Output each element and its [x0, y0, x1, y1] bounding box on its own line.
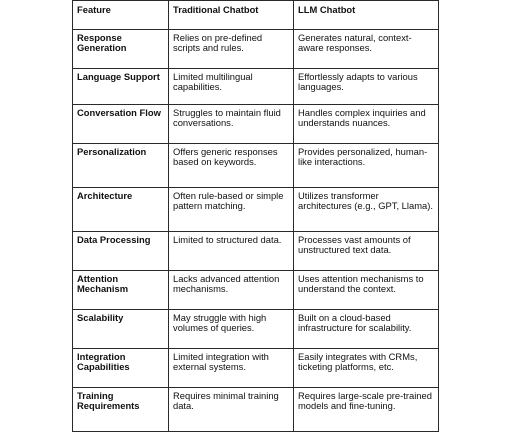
feature-cell: Response Generation	[73, 30, 169, 69]
table-row	[73, 30, 439, 69]
feature-cell: Training Requirements	[73, 388, 169, 432]
llm-cell: Requires large-scale pre-trained models and fine-tuning.	[294, 388, 439, 432]
traditional-cell: Limited to structured data.	[169, 232, 294, 271]
table-header-row	[73, 1, 439, 30]
table-row	[73, 69, 439, 105]
traditional-cell: Often rule-based or simple pattern matching.	[169, 188, 294, 232]
table-row	[73, 271, 439, 310]
llm-cell: Uses attention mechanisms to understand the context.	[294, 271, 439, 310]
traditional-cell: Lacks advanced attention mechanisms.	[169, 271, 294, 310]
table-row	[73, 388, 439, 432]
table-row	[73, 310, 439, 349]
llm-cell: Utilizes transformer architectures (e.g., GPT, Llama).	[294, 188, 439, 232]
llm-cell: Generates natural, context-aware responses.	[294, 30, 439, 69]
feature-cell: Architecture	[73, 188, 169, 232]
feature-cell: Integration Capabilities	[73, 349, 169, 388]
feature-cell: Attention Mechanism	[73, 271, 169, 310]
header-feature: Feature	[73, 1, 169, 30]
table-row	[73, 144, 439, 188]
header-llm-chatbot: LLM Chatbot	[294, 1, 439, 30]
table-row	[73, 105, 439, 144]
header-traditional-chatbot: Traditional Chatbot	[169, 1, 294, 30]
traditional-cell: Requires minimal training data.	[169, 388, 294, 432]
comparison-table	[72, 0, 439, 432]
feature-cell: Personalization	[73, 144, 169, 188]
llm-cell: Built on a cloud-based infrastructure for scalability.	[294, 310, 439, 349]
comparison-table-container	[72, 0, 438, 432]
feature-cell: Scalability	[73, 310, 169, 349]
llm-cell: Effortlessly adapts to various languages.	[294, 69, 439, 105]
traditional-cell: Offers generic responses based on keywords.	[169, 144, 294, 188]
llm-cell: Handles complex inquiries and understands nuances.	[294, 105, 439, 144]
traditional-cell: May struggle with high volumes of queries.	[169, 310, 294, 349]
traditional-cell: Struggles to maintain fluid conversations.	[169, 105, 294, 144]
traditional-cell: Relies on pre-defined scripts and rules.	[169, 30, 294, 69]
llm-cell: Processes vast amounts of unstructured text data.	[294, 232, 439, 271]
table-row	[73, 349, 439, 388]
feature-cell: Data Processing	[73, 232, 169, 271]
feature-cell: Conversation Flow	[73, 105, 169, 144]
traditional-cell: Limited multilingual capabilities.	[169, 69, 294, 105]
table-row	[73, 232, 439, 271]
table-row	[73, 188, 439, 232]
traditional-cell: Limited integration with external systems.	[169, 349, 294, 388]
llm-cell: Provides personalized, human-like interactions.	[294, 144, 439, 188]
llm-cell: Easily integrates with CRMs, ticketing platforms, etc.	[294, 349, 439, 388]
feature-cell: Language Support	[73, 69, 169, 105]
